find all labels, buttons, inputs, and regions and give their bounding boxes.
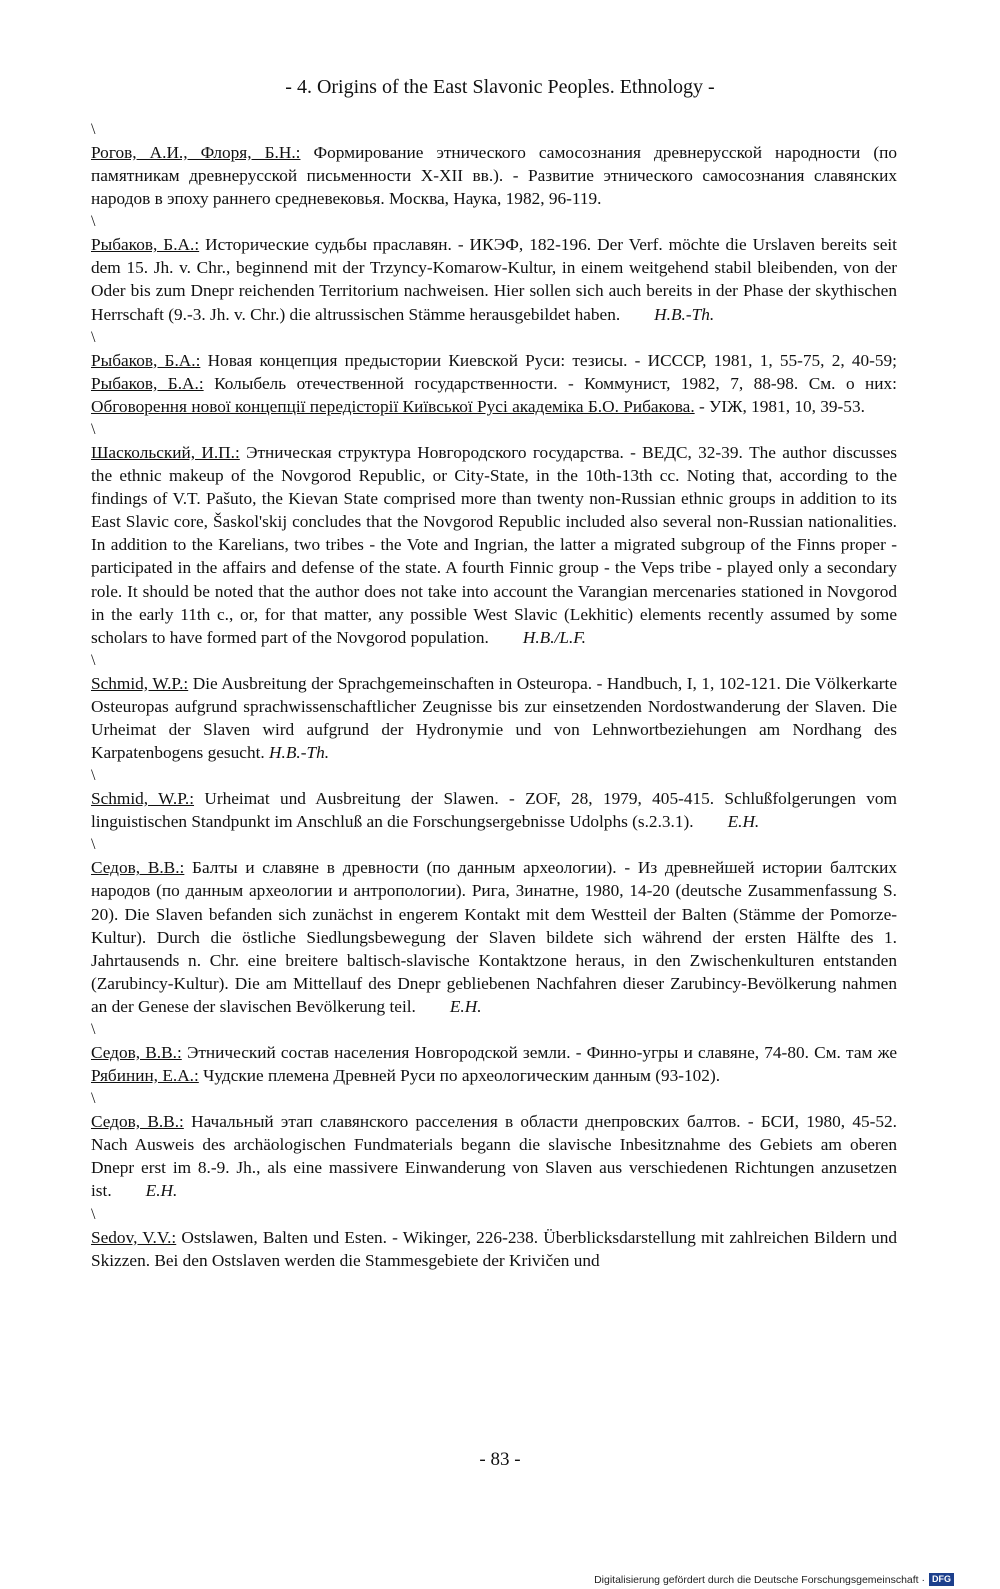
entry-text: - УІЖ, 1981, 10, 39-53. <box>694 396 865 416</box>
bibliography-content <box>91 118 897 1272</box>
bibliography-entry <box>91 1041 897 1087</box>
bibliography-entry <box>91 856 897 1018</box>
entry-separator: \ <box>91 651 96 669</box>
entry-author: Рыбаков, Б.А.: <box>91 350 201 370</box>
bibliography-entry <box>91 441 897 649</box>
entry-author: Седов, В.В.: <box>91 1043 182 1062</box>
bibliography-entry <box>91 787 897 833</box>
entry-separator: \ <box>91 1090 96 1108</box>
entry-separator: \ <box>91 1021 96 1038</box>
entry-separator: \ <box>91 767 96 785</box>
entry-author: Седов, В.В.: <box>91 1112 184 1132</box>
entry-author: Schmid, W.P.: <box>91 673 189 693</box>
page-header: - 4. Origins of the East Slavonic Peoples. Ethnology - <box>285 76 715 98</box>
reviewer-signature: H.B.-Th. <box>269 743 330 763</box>
entry-text: Новая концепция предыстории Киевской Руси: тезисы. - ИСССР, 1981, 1, 55-75, 2, 40-59; <box>200 350 897 370</box>
bibliography-entry <box>91 1110 897 1202</box>
referenced-title: Обговорення нової концепції передісторії Київської Русі академіка Б.О. Рибакова. <box>91 396 695 416</box>
entry-text: Ostslawen, Balten und Esten. - Wikinger, 226-238. Überblicksdarstellung mit zahlreichen Bildern und Skizzen. Bei den Ostslaven werden die Stammesgebiete der Krivičen und <box>91 1227 897 1270</box>
entry-separator: \ <box>91 1205 96 1223</box>
entry-text: Urheimat und Ausbreitung der Slawen. - ZOF, 28, 1979, 405-415. Schlußfolgerungen vom linguistischen Standpunkt im Anschluß an die Forschungsergebnisse Udolphs (s.2.3.1). <box>91 789 897 832</box>
entry-author: Sedov, V.V.: <box>91 1227 177 1247</box>
reviewer-signature: E.H. <box>449 996 482 1016</box>
entry-text: Колыбель отечественной государственности. - Коммунист, 1982, 7, 88-98. См. о них: <box>203 373 897 393</box>
entry-text: Этническая структура Новгородского государства. - ВЕДС, 32-39. The author discusses the ethnic makeup of the Novgorod Republic, or City-State, in the 10th-13th cc. Noting that, according to the findings of V.T. Pašuto, the Kievan State comprised more than twenty non-Russian ethnic groups in addition to its East Slavic core, Šaskol'skij concludes that the Novgorod Republic included also several non-Russian nationalities. In addition to the Karelians, two tribes - the Vote and Ingrian, the latter a migrated subgroup of the Finns proper - participated in the affairs and defense of the state. A fourth Finnic group - the Veps tribe - played only a secondary role. It should be noted that the author does not take into account the Varangian mercenaries stationed in Novgorod in the early 11th c., or, for that matter, any possible West Slavic (Lekhitic) elements recently assumed by some scholars to have formed part of the Novgorod population. <box>91 442 897 647</box>
entry-text: Die Ausbreitung der Sprachgemeinschaften in Osteuropa. - Handbuch, I, 1, 102-121. Die Völkerkarte Osteuropas aufgrund sprachwissenschaftlicher Zeugnisse bis zur einsetzenden Nordostwanderung der Slaven. Die Urheimat der Slaven wird aufgrund der Hydronymie und von Lehnwortbeziehungen am Nordhang des Karpatenbogens gesucht. <box>91 673 897 763</box>
dfg-logo: DFG <box>929 1573 954 1586</box>
digitization-footer <box>594 1573 954 1586</box>
entry-author: Schmid, W.P.: <box>91 789 195 809</box>
entry-text: Балты и славяне в древности (по данным археологии). - Из древнейшей истории балтских народов (по данным археологии и антропологии). Рига, Зинатне, 1980, 14-20 (deutsche Zusammenfassung S. 20). Die Slaven befanden sich zunächst in engerem Kontakt mit dem Westteil der Balten (Stämme der Pomorze-Kultur). Durch die östliche Siedlungsbewegung der Slaven bildete sich während der ersten Hälfte des 1. Jahrtausends n. Chr. eine breitere baltisch-slavische Kontaktzone heraus, in den Zwischenkulturen entstanden (Zarubincy-Kultur). Die am Mittellauf des Dnepr gebliebenen Nachfahren dieser Zarubincy-Bevölkerung nahmen an der Genese der slavischen Bevölkerung teil. <box>91 858 897 1016</box>
bibliography-entry <box>91 672 897 764</box>
entry-author: Седов, В.В.: <box>91 858 185 878</box>
reviewer-signature: E.H. <box>145 1181 178 1201</box>
reviewer-signature: E.H. <box>727 812 760 832</box>
entry-separator: \ <box>91 213 96 231</box>
entry-text: Формирование этнического самосознания древнерусской народности (по памятникам древнерусской письменности X-XII вв.). - Развитие этнического самосознания славянских народов в эпоху раннего средневековья. Москва, Наука, 1982, 96-119. <box>91 143 897 209</box>
entry-separator: \ <box>91 121 96 138</box>
page-number: - 83 - <box>479 1449 521 1470</box>
bibliography-entry <box>91 233 897 325</box>
entry-author-secondary: Рыбаков, Б.А.: <box>91 373 204 393</box>
bibliography-entry <box>91 349 897 418</box>
entry-separator: \ <box>91 420 96 438</box>
entry-author: Рогов, А.И., Флоря, Б.Н.: <box>91 143 301 162</box>
entry-text: Чудские племена Древней Руси по археологическим данным (93-102). <box>198 1066 721 1086</box>
entry-separator: \ <box>91 836 96 854</box>
bibliography-entry <box>91 141 897 210</box>
entry-text: Исторические судьбы праславян. - ИКЭФ, 182-196. Der Verf. möchte die Urslaven bereits seit dem 15. Jh. v. Chr., beginnend mit der Trzyncy-Komarow-Kultur, in einem weitgehend stabil bleibenden, von der Oder bis zum Dnepr reichenden Territorium nachweisen. Hier sollen sich auch bereits in der Phase der skythischen Herrschaft (9.-3. Jh. v. Chr.) die altrussischen Stämme herausgebildet haben. <box>91 235 897 324</box>
entry-text: Этнический состав населения Новгородской земли. - Финно-угры и славяне, 74-80. См. там же <box>181 1043 897 1062</box>
bibliography-entry <box>91 1226 897 1272</box>
reviewer-signature: H.B.-Th. <box>654 304 715 324</box>
footer-text: Digitalisierung gefördert durch die Deutsche Forschungsgemeinschaft · <box>594 1573 925 1586</box>
entry-separator: \ <box>91 328 96 346</box>
reviewer-signature: H.B./L.F. <box>522 627 586 647</box>
entry-author: Шаскольский, И.П.: <box>91 442 240 462</box>
entry-author: Рыбаков, Б.А.: <box>91 235 200 255</box>
entry-text: Начальный этап славянского расселения в области днепровских балтов. - БСИ, 1980, 45-52. Nach Ausweis des archäologischen Fundmaterials begann die slavische Inbesitznahme des Gebiets am oberen Dnepr erst im 8.-9. Jh., als eine massivere Einwanderung von Slaven aus verschiedenen Richtungen anzusetzen ist. <box>91 1112 897 1201</box>
entry-author-secondary: Рябинин, Е.А.: <box>91 1066 199 1086</box>
